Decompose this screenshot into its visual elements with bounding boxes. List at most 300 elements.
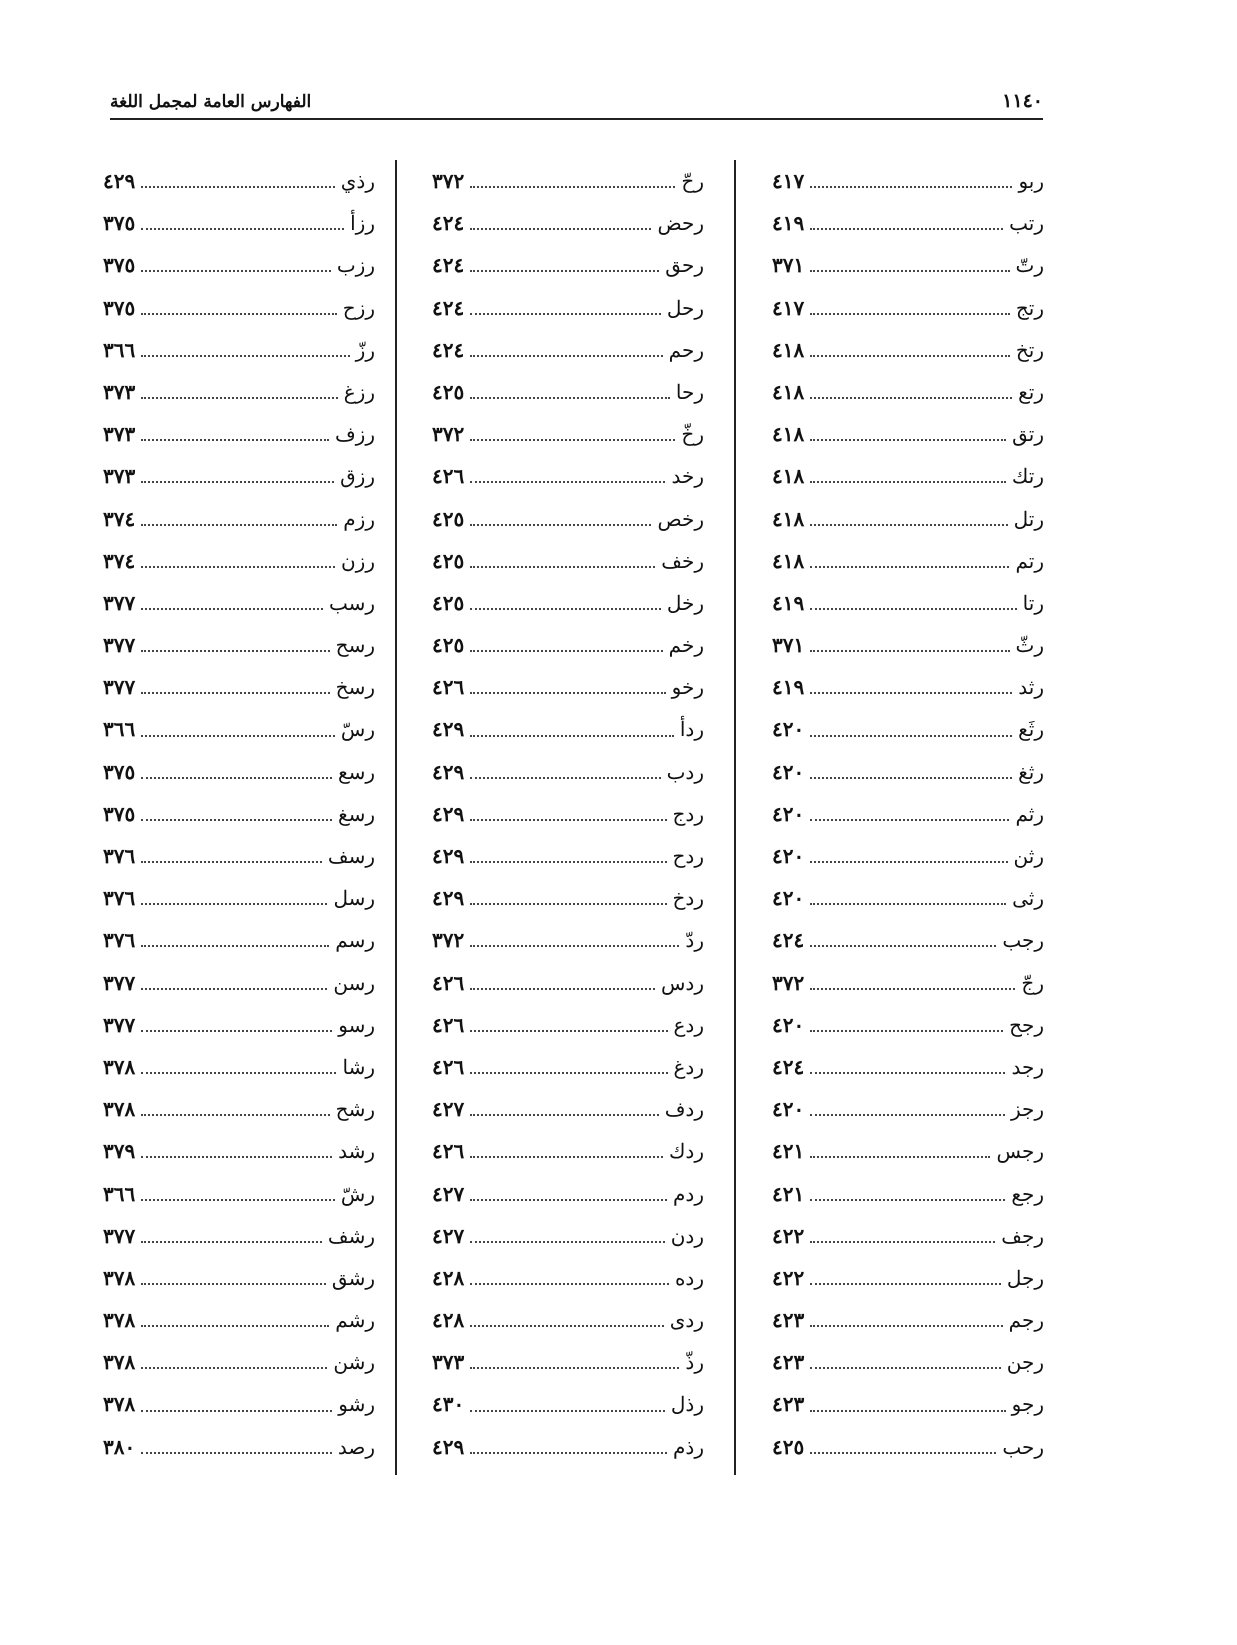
index-word: رشن: [333, 1350, 375, 1375]
index-word: رشّ: [340, 1181, 375, 1206]
index-entry: [103, 1215, 375, 1257]
index-page-ref: ٤٢٥: [432, 379, 465, 404]
index-column-2: [432, 160, 704, 1468]
dot-leader: [141, 1325, 329, 1327]
index-page-ref: ٤٢٢: [772, 1223, 805, 1248]
index-page-ref: ٤٢٦: [432, 464, 465, 489]
index-entry: [432, 1088, 704, 1130]
dot-leader: [810, 819, 1009, 821]
dot-leader: [141, 481, 334, 483]
dot-leader: [470, 228, 651, 230]
dot-leader: [810, 1325, 1002, 1327]
index-entry: [772, 582, 1044, 624]
index-word: رشا: [342, 1054, 375, 1079]
index-entry: [772, 371, 1044, 413]
index-page-ref: ٤٢٠: [772, 1012, 805, 1037]
index-page-ref: ٣٧٧: [103, 590, 136, 615]
dot-leader: [470, 692, 665, 694]
index-word: رذي: [340, 169, 375, 193]
dot-leader: [810, 988, 1015, 990]
index-entry: [772, 666, 1044, 708]
index-entry: [103, 413, 375, 455]
dot-leader: [470, 481, 665, 483]
running-title: الفهارس العامة لمجمل اللغة: [110, 92, 312, 112]
index-entry: [772, 751, 1044, 793]
index-page-ref: ٤١٨: [772, 506, 805, 531]
dot-leader: [141, 861, 322, 863]
index-entry: [772, 202, 1044, 244]
index-entry: [772, 455, 1044, 497]
dot-leader: [470, 903, 666, 905]
index-page-ref: ٣٧٥: [103, 211, 136, 236]
index-word: ربو: [1018, 169, 1044, 193]
index-entry: [432, 793, 704, 835]
index-word: رزب: [336, 253, 375, 278]
index-word: رثن: [1013, 844, 1044, 868]
index-word: رزم: [343, 506, 375, 531]
index-word: رزح: [342, 295, 375, 320]
column-divider: [734, 160, 736, 1475]
index-page-ref: ٤٢٩: [432, 759, 465, 784]
index-page-ref: ٣٧٨: [103, 1265, 136, 1290]
index-page-ref: ٣٦٦: [103, 717, 136, 742]
index-page-ref: ٣٧٦: [103, 928, 136, 953]
index-word: ردك: [668, 1139, 704, 1164]
index-page-ref: ٤٢٤: [772, 1054, 805, 1079]
index-word: رسخ: [335, 675, 375, 700]
index-entry: [103, 160, 375, 202]
index-word: رجّ: [1021, 970, 1044, 995]
index-page-ref: ٤٢٨: [432, 1308, 465, 1333]
page-number: ١١٤٠: [1002, 90, 1043, 112]
index-page-ref: ٣٨٠: [103, 1434, 136, 1459]
dot-leader: [810, 228, 1003, 230]
index-entry: [772, 244, 1044, 286]
index-word: رتب: [1009, 211, 1044, 236]
index-word: ردع: [673, 1012, 704, 1037]
dot-leader: [810, 524, 1007, 526]
index-column-3: [103, 160, 375, 1468]
index-entry: [772, 1088, 1044, 1130]
index-page-ref: ٣٧٧: [103, 675, 136, 700]
index-word: رتج: [1015, 295, 1044, 320]
dot-leader: [810, 1410, 1005, 1412]
index-word: رجم: [1008, 1308, 1044, 1333]
index-page-ref: ٣٦٦: [103, 1181, 136, 1206]
dot-leader: [470, 313, 661, 315]
dot-leader: [810, 313, 1010, 315]
index-entry: [772, 877, 1044, 919]
index-entry: [772, 793, 1044, 835]
index-entry: [432, 244, 704, 286]
index-word: رسغ: [337, 801, 375, 826]
index-page-ref: ٤٢٩: [432, 717, 465, 742]
dot-leader: [810, 608, 1016, 610]
index-page-ref: ٤٢٠: [772, 801, 805, 826]
index-entry: [772, 1341, 1044, 1383]
index-word: رخو: [671, 675, 704, 700]
index-entry: [432, 1173, 704, 1215]
index-word: رحق: [665, 253, 704, 278]
index-word: رتك: [1011, 464, 1044, 489]
index-page-ref: ٣٧٢: [432, 169, 465, 193]
dot-leader: [141, 355, 349, 357]
index-page-ref: ٤٢٧: [432, 1097, 465, 1122]
index-entry: [432, 1215, 704, 1257]
dot-leader: [470, 650, 662, 652]
index-word: رشق: [331, 1265, 375, 1290]
dot-leader: [141, 903, 327, 905]
index-page-ref: ٤٢٩: [432, 844, 465, 868]
index-page-ref: ٤١٩: [772, 590, 805, 615]
dot-leader: [141, 397, 338, 399]
index-entry: [103, 1173, 375, 1215]
index-column-1: [772, 160, 1044, 1468]
index-entry: [432, 1426, 704, 1468]
index-entry: [103, 455, 375, 497]
index-entry: [772, 1215, 1044, 1257]
dot-leader: [470, 735, 674, 737]
index-entry: [432, 1130, 704, 1172]
index-word: رجو: [1011, 1392, 1044, 1417]
index-page-ref: ٣٧١: [772, 253, 805, 278]
dot-leader: [810, 777, 1012, 779]
index-page-ref: ٤٢٤: [432, 295, 465, 320]
index-entry: [103, 1426, 375, 1468]
dot-leader: [141, 945, 329, 947]
index-page-ref: ٣٧٣: [432, 1350, 465, 1375]
index-page-ref: ٤٢٩: [432, 1434, 465, 1459]
index-page-ref: ٤١٧: [772, 295, 805, 320]
index-entry: [103, 287, 375, 329]
index-page-ref: ٣٧٨: [103, 1392, 136, 1417]
dot-leader: [470, 566, 655, 568]
dot-leader: [141, 988, 327, 990]
index-word: رجل: [1006, 1265, 1044, 1290]
index-word: رحا: [675, 379, 704, 404]
index-word: رتق: [1012, 422, 1044, 447]
index-page-ref: ٤٢٦: [432, 1012, 465, 1037]
dot-leader: [141, 1030, 332, 1032]
index-page-ref: ٤٢٧: [432, 1181, 465, 1206]
dot-leader: [470, 524, 651, 526]
index-entry: [103, 751, 375, 793]
dot-leader: [141, 186, 335, 188]
index-entry: [103, 835, 375, 877]
index-word: رحم: [668, 337, 704, 362]
dot-leader: [810, 945, 996, 947]
dot-leader: [470, 1241, 665, 1243]
index-page-ref: ٤١٧: [772, 169, 805, 193]
index-page-ref: ٤٢٥: [432, 506, 465, 531]
index-word: رسو: [338, 1012, 375, 1037]
index-word: رتا: [1022, 590, 1044, 615]
index-word: رسب: [328, 590, 375, 615]
index-word: ردأ: [679, 717, 704, 742]
index-page-ref: ٣٧٤: [103, 548, 136, 573]
index-entry: [432, 835, 704, 877]
index-entry: [772, 287, 1044, 329]
index-page-ref: ٤٢٣: [772, 1392, 805, 1417]
index-entry: [772, 1383, 1044, 1425]
index-word: رذّ: [685, 1350, 704, 1375]
dot-leader: [141, 735, 335, 737]
index-page-ref: ٤٢٦: [432, 1054, 465, 1079]
dot-leader: [141, 228, 344, 230]
index-entry: [103, 540, 375, 582]
index-entry: [772, 708, 1044, 750]
index-page-ref: ٤٢٠: [772, 886, 805, 911]
dot-leader: [141, 313, 337, 315]
index-word: رشم: [335, 1308, 375, 1333]
index-page-ref: ٤٢٦: [432, 675, 465, 700]
dot-leader: [810, 186, 1012, 188]
dot-leader: [141, 1410, 332, 1412]
index-page-ref: ٣٧٣: [103, 422, 136, 447]
index-page-ref: ٣٧٤: [103, 506, 136, 531]
dot-leader: [141, 1367, 327, 1369]
index-entry: [103, 1383, 375, 1425]
dot-leader: [141, 1114, 329, 1116]
index-page-ref: ٤٢٠: [772, 844, 805, 868]
index-word: رزأ: [350, 211, 375, 236]
index-entry: [772, 835, 1044, 877]
index-page-ref: ٤٢٤: [432, 337, 465, 362]
dot-leader: [470, 1452, 667, 1454]
index-word: رجد: [1011, 1054, 1044, 1079]
dot-leader: [470, 186, 675, 188]
index-word: رثغ: [1018, 759, 1044, 784]
dot-leader: [810, 1367, 1001, 1369]
dot-leader: [141, 524, 337, 526]
index-page-ref: ٤٢٠: [772, 717, 805, 742]
index-entry: [103, 1130, 375, 1172]
index-word: ردى: [669, 1308, 704, 1333]
index-word: رسّ: [340, 717, 375, 742]
index-word: رجب: [1002, 928, 1044, 953]
dot-leader: [470, 1030, 667, 1032]
dot-leader: [810, 1199, 1005, 1201]
index-entry: [772, 160, 1044, 202]
index-word: رحب: [1002, 1434, 1044, 1459]
index-page-ref: ٣٧٥: [103, 295, 136, 320]
index-page-ref: ٣٧٧: [103, 970, 136, 995]
index-word: رثّ: [1015, 633, 1044, 658]
dot-leader: [470, 270, 659, 272]
index-entry: [772, 919, 1044, 961]
index-word: رتّ: [1015, 253, 1044, 278]
dot-leader: [810, 355, 1010, 357]
index-entry: [432, 1341, 704, 1383]
dot-leader: [470, 397, 670, 399]
index-page-ref: ٣٧٣: [103, 379, 136, 404]
index-entry: [772, 1046, 1044, 1088]
index-page-ref: ٤١٨: [772, 379, 805, 404]
index-page-ref: ٣٧٢: [432, 422, 465, 447]
dot-leader: [141, 777, 332, 779]
index-entry: [103, 1257, 375, 1299]
dot-leader: [470, 777, 660, 779]
dot-leader: [470, 1114, 658, 1116]
dot-leader: [810, 439, 1006, 441]
index-word: رخم: [668, 633, 704, 658]
dot-leader: [141, 270, 331, 272]
index-page-ref: ٤٢٤: [432, 253, 465, 278]
index-page-ref: ٤٢٦: [432, 1139, 465, 1164]
index-word: رخص: [657, 506, 704, 531]
index-entry: [103, 329, 375, 371]
index-entry: [432, 877, 704, 919]
dot-leader: [470, 988, 655, 990]
index-word: رحض: [657, 211, 704, 236]
dot-leader: [810, 397, 1012, 399]
index-page-ref: ٤٢٤: [432, 211, 465, 236]
index-page-ref: ٤٢٥: [432, 633, 465, 658]
dot-leader: [470, 355, 662, 357]
index-page-ref: ٣٧٧: [103, 633, 136, 658]
dot-leader: [810, 903, 1006, 905]
index-entry: [432, 413, 704, 455]
dot-leader: [810, 270, 1009, 272]
index-word: رشو: [338, 1392, 375, 1417]
column-divider: [395, 160, 397, 1475]
index-page-ref: ٣٧٥: [103, 801, 136, 826]
index-page-ref: ٣٧٨: [103, 1308, 136, 1333]
index-word: رزق: [340, 464, 375, 489]
dot-leader: [810, 481, 1006, 483]
dot-leader: [810, 650, 1009, 652]
index-entry: [432, 582, 704, 624]
dot-leader: [141, 1156, 332, 1158]
index-word: رجف: [1001, 1223, 1044, 1248]
dot-leader: [810, 1241, 995, 1243]
index-page-ref: ٤٢٢: [772, 1265, 805, 1290]
dot-leader: [470, 861, 666, 863]
index-entry: [772, 1173, 1044, 1215]
index-entry: [432, 708, 704, 750]
index-entry: [432, 540, 704, 582]
index-word: رثد: [1018, 675, 1044, 700]
index-entry: [432, 160, 704, 202]
index-page-ref: ٤٢٩: [432, 801, 465, 826]
dot-leader: [470, 1283, 669, 1285]
index-word: رذل: [670, 1392, 704, 1417]
dot-leader: [470, 1367, 679, 1369]
index-entry: [103, 498, 375, 540]
index-page-ref: ٤١٩: [772, 675, 805, 700]
index-entry: [103, 1046, 375, 1088]
index-word: رخّ: [681, 422, 704, 447]
index-entry: [772, 1426, 1044, 1468]
index-word: ردب: [666, 759, 704, 784]
dot-leader: [141, 819, 332, 821]
index-word: رسل: [333, 886, 375, 911]
index-word: رثى: [1012, 886, 1044, 911]
index-page-ref: ٤٢٨: [432, 1265, 465, 1290]
dot-leader: [141, 1199, 335, 1201]
index-word: رخد: [671, 464, 704, 489]
dot-leader: [141, 1072, 336, 1074]
index-entry: [432, 202, 704, 244]
index-word: رتخ: [1015, 337, 1044, 362]
index-entry: [103, 582, 375, 624]
index-word: ردس: [661, 970, 704, 995]
index-entry: [772, 962, 1044, 1004]
index-page-ref: ٤٢٣: [772, 1350, 805, 1375]
index-page-ref: ٤٢٧: [432, 1223, 465, 1248]
index-entry: [103, 708, 375, 750]
index-page-ref: ٤١٨: [772, 548, 805, 573]
index-word: رشح: [335, 1097, 375, 1122]
index-page-ref: ٣٧٨: [103, 1097, 136, 1122]
index-page-ref: ٤٢١: [772, 1181, 805, 1206]
index-page-ref: ٣٧٢: [772, 970, 805, 995]
index-entry: [103, 244, 375, 286]
index-page-ref: ٤٢٠: [772, 1097, 805, 1122]
index-word: رسع: [337, 759, 375, 784]
dot-leader: [470, 945, 679, 947]
index-page-ref: ٤٢٣: [772, 1308, 805, 1333]
dot-leader: [810, 1283, 1001, 1285]
dot-leader: [141, 608, 323, 610]
index-page-ref: ٤٢١: [772, 1139, 805, 1164]
index-word: رحل: [666, 295, 704, 320]
index-page-ref: ٤١٩: [772, 211, 805, 236]
index-page-ref: ٤٢٩: [103, 169, 136, 193]
index-word: رثَع: [1018, 717, 1044, 742]
index-entry: [103, 1341, 375, 1383]
index-word: ردخ: [672, 886, 704, 911]
index-entry: [103, 919, 375, 961]
index-page-ref: ٣٧٨: [103, 1350, 136, 1375]
index-word: رسح: [335, 633, 375, 658]
index-entry: [432, 287, 704, 329]
dot-leader: [141, 1452, 332, 1454]
index-entry: [772, 1299, 1044, 1341]
index-page-ref: ٣٧٦: [103, 886, 136, 911]
index-page-ref: ٤٢٥: [772, 1434, 805, 1459]
index-entry: [103, 793, 375, 835]
index-page-ref: ٣٧٦: [103, 844, 136, 868]
dot-leader: [810, 735, 1012, 737]
index-entry: [432, 624, 704, 666]
index-word: رزّ: [355, 337, 375, 362]
dot-leader: [470, 1410, 665, 1412]
dot-leader: [141, 439, 329, 441]
dot-leader: [810, 1156, 990, 1158]
dot-leader: [470, 819, 666, 821]
index-entry: [772, 1130, 1044, 1172]
index-entry: [772, 1004, 1044, 1046]
index-page-ref: ٤١٨: [772, 337, 805, 362]
index-entry: [432, 1383, 704, 1425]
index-entry: [432, 666, 704, 708]
index-page-ref: ٣٧٩: [103, 1139, 136, 1164]
index-word: رجع: [1011, 1181, 1044, 1206]
index-page-ref: ٣٧١: [772, 633, 805, 658]
dot-leader: [810, 861, 1007, 863]
index-word: ردح: [672, 844, 704, 868]
index-entry: [772, 498, 1044, 540]
index-page-ref: ٣٧٧: [103, 1223, 136, 1248]
index-word: ردغ: [673, 1054, 704, 1079]
dot-leader: [141, 1283, 326, 1285]
dot-leader: [470, 1199, 667, 1201]
index-word: رشف: [327, 1223, 375, 1248]
index-word: رجح: [1009, 1012, 1044, 1037]
dot-leader: [810, 566, 1009, 568]
index-word: رده: [674, 1265, 704, 1290]
